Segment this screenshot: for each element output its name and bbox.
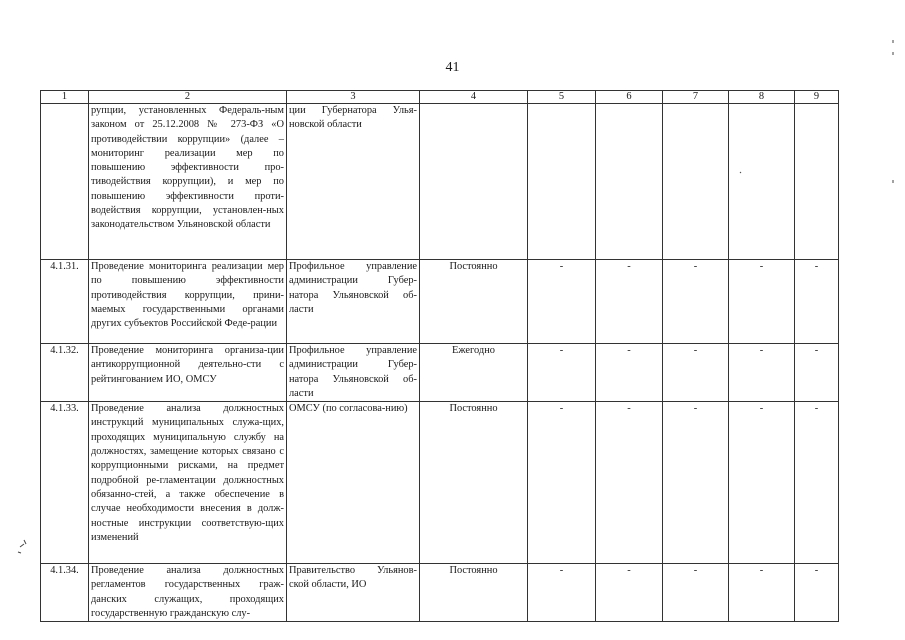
value-cell: -	[663, 402, 729, 564]
term-cell: Ежегодно	[420, 344, 528, 402]
executor-cell: ОМСУ (по согласова-нию)	[287, 402, 420, 564]
item-number: 4.1.32.	[41, 344, 89, 402]
measure-description: Проведение анализа должностных инструкций муниципальных служа-щих, проходящих муниципальную службу на должностях, замещение которых связано с коррупционными рисками, на предмет подробной ре-гламентации должностных обязанно-стей, а также обеспечение в случае необходимости внесения в долж-ностные инструкции соответствую-щих изменений	[89, 402, 287, 564]
measure-description: рупции, установленных Федераль-ным законом от 25.12.2008 № 273-ФЗ «О противодействии коррупции» (далее – мониторинг реализации мер по повышению эффективности про-тиводействия коррупции), и мер по повышению эффективности проти-водействия коррупции, установлен-ных законодательством Ульяновской области	[89, 104, 287, 260]
value-cell: -	[596, 344, 663, 402]
column-number: 9	[795, 91, 839, 104]
measures-table	[40, 90, 839, 622]
item-number: 4.1.31.	[41, 260, 89, 344]
value-cell: -	[528, 260, 596, 344]
executor-cell: Правительство Ульянов-ской области, ИО	[287, 564, 420, 622]
table-row	[41, 344, 839, 402]
column-number: 7	[663, 91, 729, 104]
value-cell: -	[663, 260, 729, 344]
term-cell	[420, 104, 528, 260]
value-cell: -	[596, 564, 663, 622]
table-row	[41, 260, 839, 344]
value-cell	[729, 104, 795, 260]
column-number-row	[41, 91, 839, 104]
value-cell: -	[528, 564, 596, 622]
value-cell	[528, 104, 596, 260]
table-row	[41, 104, 839, 260]
executor-cell: Профильное управление администрации Губер-натора Ульяновской об-ласти	[287, 260, 420, 344]
value-cell: -	[729, 344, 795, 402]
column-number: 6	[596, 91, 663, 104]
column-number: 1	[41, 91, 89, 104]
value-cell: -	[729, 564, 795, 622]
column-number: 2	[89, 91, 287, 104]
value-cell: -	[795, 260, 839, 344]
value-cell: -	[729, 402, 795, 564]
column-number: 8	[729, 91, 795, 104]
value-cell: -	[596, 260, 663, 344]
value-cell: -	[729, 260, 795, 344]
term-cell: Постоянно	[420, 564, 528, 622]
measure-description: Проведение мониторинга реализации мер по повышению эффективности противодействия коррупции, прини-маемых государственными органами других субъектов Российской Феде-рации	[89, 260, 287, 344]
value-cell: -	[663, 564, 729, 622]
column-number: 4	[420, 91, 528, 104]
measure-description: Проведение анализа должностных регламентов государственных граж-данских служащих, проходящих государственную гражданскую слу-	[89, 564, 287, 622]
value-cell: -	[663, 344, 729, 402]
column-number: 5	[528, 91, 596, 104]
item-number	[41, 104, 89, 260]
executor-cell: ции Губернатора Улья-новской области	[287, 104, 420, 260]
item-number: 4.1.33.	[41, 402, 89, 564]
column-number: 3	[287, 91, 420, 104]
value-cell	[795, 104, 839, 260]
measure-description: Проведение мониторинга организа-ции антикоррупционной деятельно-сти с рейтингованием ИО, ОМСУ	[89, 344, 287, 402]
value-cell: -	[795, 402, 839, 564]
value-cell: -	[596, 402, 663, 564]
page-number: 41	[445, 60, 460, 75]
table-row	[41, 402, 839, 564]
item-number: 4.1.34.	[41, 564, 89, 622]
value-cell: -	[795, 344, 839, 402]
value-cell	[596, 104, 663, 260]
value-cell: -	[528, 344, 596, 402]
value-cell	[663, 104, 729, 260]
table-row	[41, 564, 839, 622]
term-cell: Постоянно	[420, 402, 528, 564]
value-cell: -	[528, 402, 596, 564]
executor-cell: Профильное управление администрации Губер-натора Ульяновской об-ласти	[287, 344, 420, 402]
term-cell: Постоянно	[420, 260, 528, 344]
value-cell: -	[795, 564, 839, 622]
